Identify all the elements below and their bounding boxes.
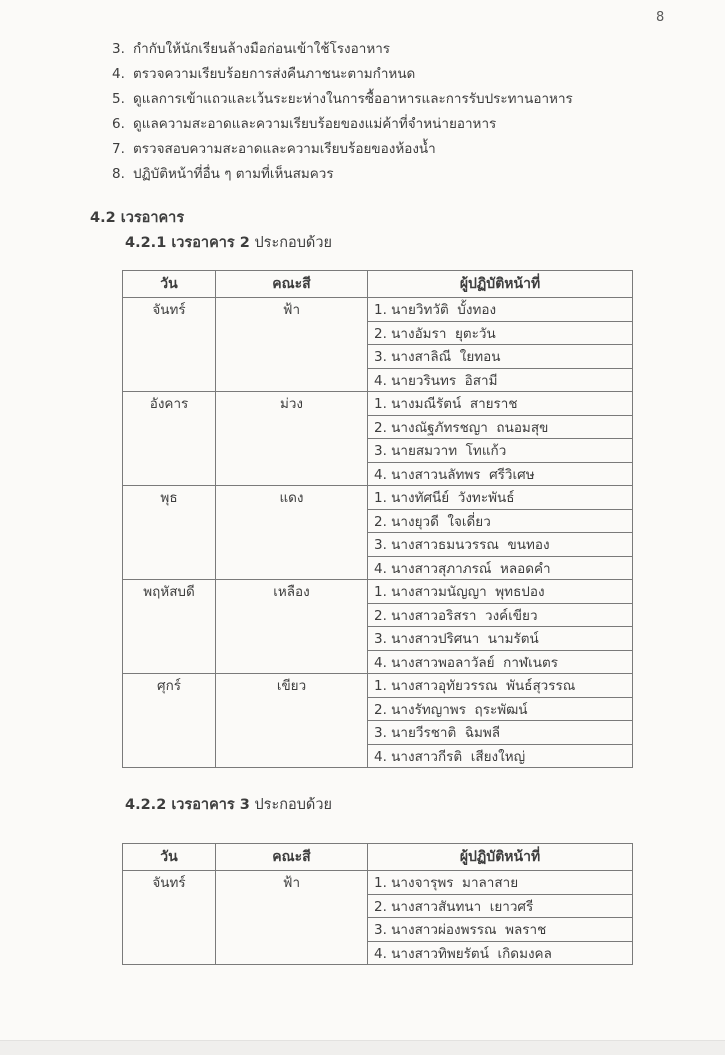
list-item-number: 5.: [112, 91, 125, 107]
column-header: วัน: [123, 271, 216, 298]
table-row: [123, 392, 633, 416]
table-row: [123, 298, 633, 322]
column-header: คณะสี: [216, 844, 368, 871]
member-cell: 3. นางสาวปริศนา นามรัตน์: [368, 627, 633, 651]
section-heading-4-2-1: [125, 233, 332, 253]
section-heading-suffix: ประกอบด้วย: [249, 235, 332, 251]
list-item-text: ปฏิบัติหน้าที่อื่น ๆ ตามที่เห็นสมควร: [133, 166, 334, 182]
day-cell: พฤหัสบดี: [123, 580, 216, 674]
section-heading-suffix: ประกอบด้วย: [249, 797, 332, 813]
section-heading-4-2: [90, 208, 184, 228]
section-heading-label: 4.2.1 เวรอาคาร 2: [125, 235, 250, 251]
roster-table-building-3: [122, 843, 633, 965]
color-team-cell: ฟ้า: [216, 298, 368, 392]
list-item: [112, 90, 672, 115]
roster-table-building-2: [122, 270, 633, 768]
member-cell: 4. นายวรินทร อิสามี: [368, 368, 633, 392]
roster-table-body: [123, 871, 633, 965]
color-team-cell: ฟ้า: [216, 871, 368, 965]
member-cell: 1. นางจารุพร มาลาสาย: [368, 871, 633, 895]
list-item: [112, 140, 672, 165]
duty-list: [112, 40, 672, 190]
list-item-text: ดูแลการเข้าแถวและเว้นระยะห่างในการซื้ออาหารและการรับประทานอาหาร: [133, 91, 573, 107]
list-item-text: กำกับให้นักเรียนล้างมือก่อนเข้าใช้โรงอาหาร: [133, 41, 391, 57]
section-heading-label: 4.2.2 เวรอาคาร 3: [125, 797, 250, 813]
member-cell: 3. นางสาวผ่องพรรณ พลราช: [368, 918, 633, 942]
page-number: 8: [656, 10, 665, 25]
member-cell: 4. นางสาวนลัทพร ศรีวิเศษ: [368, 462, 633, 486]
column-header: วัน: [123, 844, 216, 871]
member-cell: 4. นางสาวสุภาภรณ์ หลอดคำ: [368, 556, 633, 580]
day-cell: จันทร์: [123, 298, 216, 392]
day-cell: พุธ: [123, 486, 216, 580]
list-item-number: 6.: [112, 116, 125, 132]
member-cell: 2. นางรัทญาพร ฤระพัฒน์: [368, 697, 633, 721]
list-item: [112, 65, 672, 90]
roster-table-header: [123, 271, 633, 298]
member-cell: 2. นางอัมรา ยุตะวัน: [368, 321, 633, 345]
header-row: [123, 844, 633, 871]
member-cell: 2. นางณัฐภัทรชญา ถนอมสุข: [368, 415, 633, 439]
member-cell: 3. นางสาวธมนวรรณ ขนทอง: [368, 533, 633, 557]
table-row: [123, 580, 633, 604]
color-team-cell: เหลือง: [216, 580, 368, 674]
member-cell: 3. นางสาลิณี ใยทอน: [368, 345, 633, 369]
list-item: [112, 115, 672, 140]
day-cell: ศุกร์: [123, 674, 216, 768]
member-cell: 3. นายสมวาท โทแก้ว: [368, 439, 633, 463]
column-header: ผู้ปฏิบัติหน้าที่: [368, 844, 633, 871]
member-cell: 1. นายวิทวัติ บั้งทอง: [368, 298, 633, 322]
list-item-text: ตรวจความเรียบร้อยการส่งคืนภาชนะตามกำหนด: [133, 66, 416, 82]
page-bottom-strip: [0, 1040, 725, 1055]
member-cell: 2. นางสาวอริสรา วงค์เขียว: [368, 603, 633, 627]
section-heading-label: 4.2 เวรอาคาร: [90, 210, 185, 226]
table-row: [123, 486, 633, 510]
table-row: [123, 674, 633, 698]
member-cell: 3. นายวีรชาติ ฉิมพลี: [368, 721, 633, 745]
member-cell: 2. นางยุวดี ใจเดี่ยว: [368, 509, 633, 533]
member-cell: 1. นางสาวอุทัยวรรณ พันธ์สุวรรณ: [368, 674, 633, 698]
list-item-number: 4.: [112, 66, 125, 82]
header-row: [123, 271, 633, 298]
color-team-cell: แดง: [216, 486, 368, 580]
list-item-text: ดูแลความสะอาดและความเรียบร้อยของแม่ค้าที่จำหน่ายอาหาร: [133, 116, 497, 132]
member-cell: 4. นางสาวกีรติ เสียงใหญ่: [368, 744, 633, 768]
column-header: คณะสี: [216, 271, 368, 298]
member-cell: 4. นางสาวทิพยรัตน์ เกิดมงคล: [368, 941, 633, 965]
member-cell: 1. นางมณีรัตน์ สายราช: [368, 392, 633, 416]
day-cell: จันทร์: [123, 871, 216, 965]
list-item: [112, 40, 672, 65]
list-item-number: 3.: [112, 41, 125, 57]
color-team-cell: เขียว: [216, 674, 368, 768]
list-item: [112, 165, 672, 190]
member-cell: 1. นางทัศนีย์ วังทะพันธ์: [368, 486, 633, 510]
table-row: [123, 871, 633, 895]
member-cell: 4. นางสาวพอลาวัลย์ กาฬเนตร: [368, 650, 633, 674]
day-cell: อังคาร: [123, 392, 216, 486]
member-cell: 2. นางสาวสันทนา เยาวศรี: [368, 894, 633, 918]
list-item-number: 7.: [112, 141, 125, 157]
roster-table-body: [123, 298, 633, 768]
list-item-text: ตรวจสอบความสะอาดและความเรียบร้อยของห้องน้ำ: [133, 141, 436, 157]
section-heading-4-2-2: [125, 795, 332, 815]
column-header: ผู้ปฏิบัติหน้าที่: [368, 271, 633, 298]
color-team-cell: ม่วง: [216, 392, 368, 486]
roster-table-header: [123, 844, 633, 871]
list-item-number: 8.: [112, 166, 125, 182]
member-cell: 1. นางสาวมนัญญา พุทธปอง: [368, 580, 633, 604]
